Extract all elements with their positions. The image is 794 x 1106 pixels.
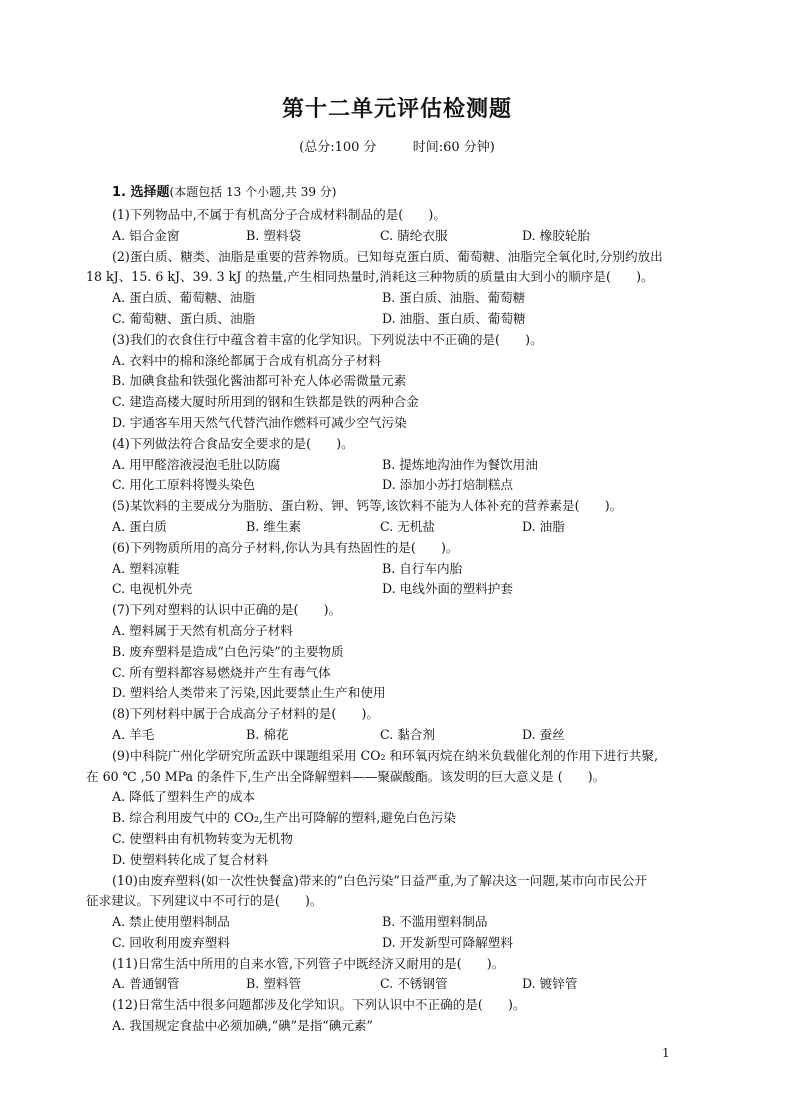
answer-option: A. 塑料属于天然有机高分子材料 — [112, 622, 293, 638]
answer-option: C. 所有塑料都容易燃烧并产生有毒气体 — [112, 664, 331, 680]
question-12 — [112, 995, 702, 1037]
question-1 — [112, 205, 702, 247]
option-row — [112, 912, 702, 933]
option-row — [112, 475, 702, 496]
exam-info — [0, 136, 794, 155]
question-2 — [86, 247, 702, 330]
answer-option: A. 禁止使用塑料制品 — [112, 914, 230, 930]
question-9 — [86, 746, 702, 871]
answer-option: D. 开发新型可降解塑料 — [382, 934, 513, 950]
question-6 — [112, 538, 702, 600]
answer-option: C. 回收利用废弃塑料 — [112, 934, 230, 950]
answer-option: D. 镀锌管 — [522, 976, 578, 992]
question-stem: (11)日常生活中所用的自来水管,下列管子中既经济又耐用的是( )。 — [112, 955, 505, 971]
answer-option: A. 我国规定食盐中必须加碘,“碘”是指“碘元素” — [112, 1018, 373, 1034]
answer-option: D. 宇通客车用天然气代替汽油作燃料可减少空气污染 — [112, 414, 407, 430]
answer-option: B. 综合利用废气中的 CO₂,生产出可降解的塑料,避免白色污染 — [112, 810, 456, 826]
option-row — [112, 933, 702, 954]
question-11 — [112, 954, 702, 996]
answer-option: C. 葡萄糖、蛋白质、油脂 — [112, 310, 256, 326]
answer-option: C. 建造高楼大厦时所用到的钢和生铁都是铁的两种合金 — [112, 394, 419, 410]
page-title: 第十二单元评估检测题 — [281, 96, 512, 122]
question-stem: 在 60 ℃ ,50 MPa 的条件下,生产出全降解塑料——聚碳酸酯。该发明的巨大意义是 ( )。 — [86, 768, 606, 784]
answer-option: A. 用甲醛溶液浸泡毛肚以防腐 — [112, 456, 281, 472]
question-stem: (6)下列物质所用的高分子材料,你认为具有热固性的是( )。 — [112, 539, 459, 555]
option-row — [112, 974, 702, 995]
answer-option: B. 加碘食盐和铁强化酱油都可补充人体必需微量元素 — [112, 373, 407, 389]
option-row — [112, 725, 702, 746]
answer-option: B. 自行车内胎 — [382, 560, 463, 576]
question-5 — [112, 496, 702, 538]
answer-option: C. 使塑料由有机物转变为无机物 — [112, 830, 293, 846]
section-title: 1. 选择题 — [112, 185, 170, 200]
answer-option: C. 腈纶衣服 — [380, 227, 448, 243]
question-stem: (4)下列做法符合食品安全要求的是( )。 — [112, 435, 354, 451]
question-stem: (2)蛋白质、糖类、油脂是重要的营养物质。已知每克蛋白质、葡萄糖、油脂完全氧化时,分别约放出 — [112, 248, 663, 264]
answer-option: D. 电线外面的塑料护套 — [382, 581, 513, 597]
option-row — [112, 559, 702, 580]
answer-option: A. 铝合金窗 — [112, 227, 180, 243]
section-note: (本题包括 13 个小题,共 39 分) — [169, 185, 337, 199]
answer-option: A. 降低了塑料生产的成本 — [112, 789, 256, 805]
answer-option: B. 废弃塑料是造成“白色污染”的主要物质 — [112, 643, 344, 659]
question-stem: (5)某饮料的主要成分为脂肪、蛋白粉、钾、钙等,该饮料不能为人体补充的营养素是( )。 — [112, 498, 623, 514]
option-row — [112, 288, 702, 309]
question-stem: (3)我们的衣食住行中蕴含着丰富的化学知识。下列说法中不正确的是( )。 — [112, 331, 543, 347]
question-stem: 18 kJ、15. 6 kJ、39. 3 kJ 的热量,产生相同热量时,消耗这三种物质的质量由大到小的顺序是( )。 — [86, 269, 654, 285]
question-7 — [112, 600, 702, 704]
answer-option: D. 使塑料转化成了复合材料 — [112, 851, 269, 867]
question-3 — [112, 330, 702, 434]
answer-option: C. 不锈钢管 — [380, 976, 448, 992]
answer-option: B. 提炼地沟油作为餐饮用油 — [382, 456, 538, 472]
question-stem: (9)中科院广州化学研究所孟跃中课题组采用 CO₂ 和环氧丙烷在纳米负载催化剂的作用下进行共聚, — [112, 747, 659, 763]
question-stem: (12)日常生活中很多问题都涉及化学知识。下列认识中不正确的是( )。 — [112, 997, 526, 1013]
answer-option: D. 塑料给人类带来了污染,因此要禁止生产和使用 — [112, 685, 386, 701]
answer-option: D. 添加小苏打焙制糕点 — [382, 477, 513, 493]
answer-option: C. 电视机外壳 — [112, 581, 193, 597]
option-row — [112, 517, 702, 538]
total-score: (总分:100 分 — [299, 140, 377, 155]
answer-option: A. 塑料凉鞋 — [112, 560, 180, 576]
option-row — [112, 579, 702, 600]
answer-option: A. 羊毛 — [112, 726, 155, 742]
option-row — [112, 226, 702, 247]
answer-option: B. 不滥用塑料制品 — [382, 914, 488, 930]
answer-option: D. 蚕丝 — [522, 726, 565, 742]
question-stem: (1)下列物品中,不属于有机高分子合成材料制品的是( )。 — [112, 207, 446, 222]
question-4 — [112, 434, 702, 496]
page-number: 1 — [662, 1046, 670, 1060]
answer-option: B. 塑料袋 — [246, 227, 302, 243]
question-stem: (8)下列材料中属于合成高分子材料的是( )。 — [112, 706, 379, 722]
answer-option: A. 普通钢管 — [112, 976, 180, 992]
answer-option: A. 蛋白质 — [112, 518, 167, 534]
answer-option: D. 油脂 — [522, 518, 565, 534]
answer-option: B. 蛋白质、油脂、葡萄糖 — [382, 290, 526, 306]
answer-option: D. 橡胶轮胎 — [522, 227, 591, 243]
time-limit: 时间:60 分钟) — [412, 140, 495, 155]
question-stem: 征求建议。下列建议中不可行的是( )。 — [86, 893, 323, 909]
question-stem: (10)由废弃塑料(如一次性快餐盒)带来的“白色污染”日益严重,为了解决这一问题,某市向市民公开 — [112, 872, 648, 888]
option-row — [112, 455, 702, 476]
answer-option: B. 维生素 — [246, 518, 302, 534]
answer-option: C. 黏合剂 — [380, 726, 435, 742]
answer-option: A. 蛋白质、葡萄糖、油脂 — [112, 290, 256, 306]
answer-option: C. 无机盐 — [380, 518, 435, 534]
section-heading — [112, 181, 337, 200]
answer-option: D. 油脂、蛋白质、葡萄糖 — [382, 310, 526, 326]
question-10 — [86, 871, 702, 954]
question-8 — [112, 704, 702, 746]
answer-option: A. 衣料中的棉和涤纶都属于合成有机高分子材料 — [112, 352, 381, 368]
question-list — [86, 205, 702, 1037]
answer-option: B. 塑料管 — [246, 976, 302, 992]
answer-option: C. 用化工原料将馒头染色 — [112, 477, 256, 493]
question-stem: (7)下列对塑料的认识中正确的是( )。 — [112, 602, 342, 618]
answer-option: B. 棉花 — [246, 726, 289, 742]
option-row — [112, 309, 702, 330]
